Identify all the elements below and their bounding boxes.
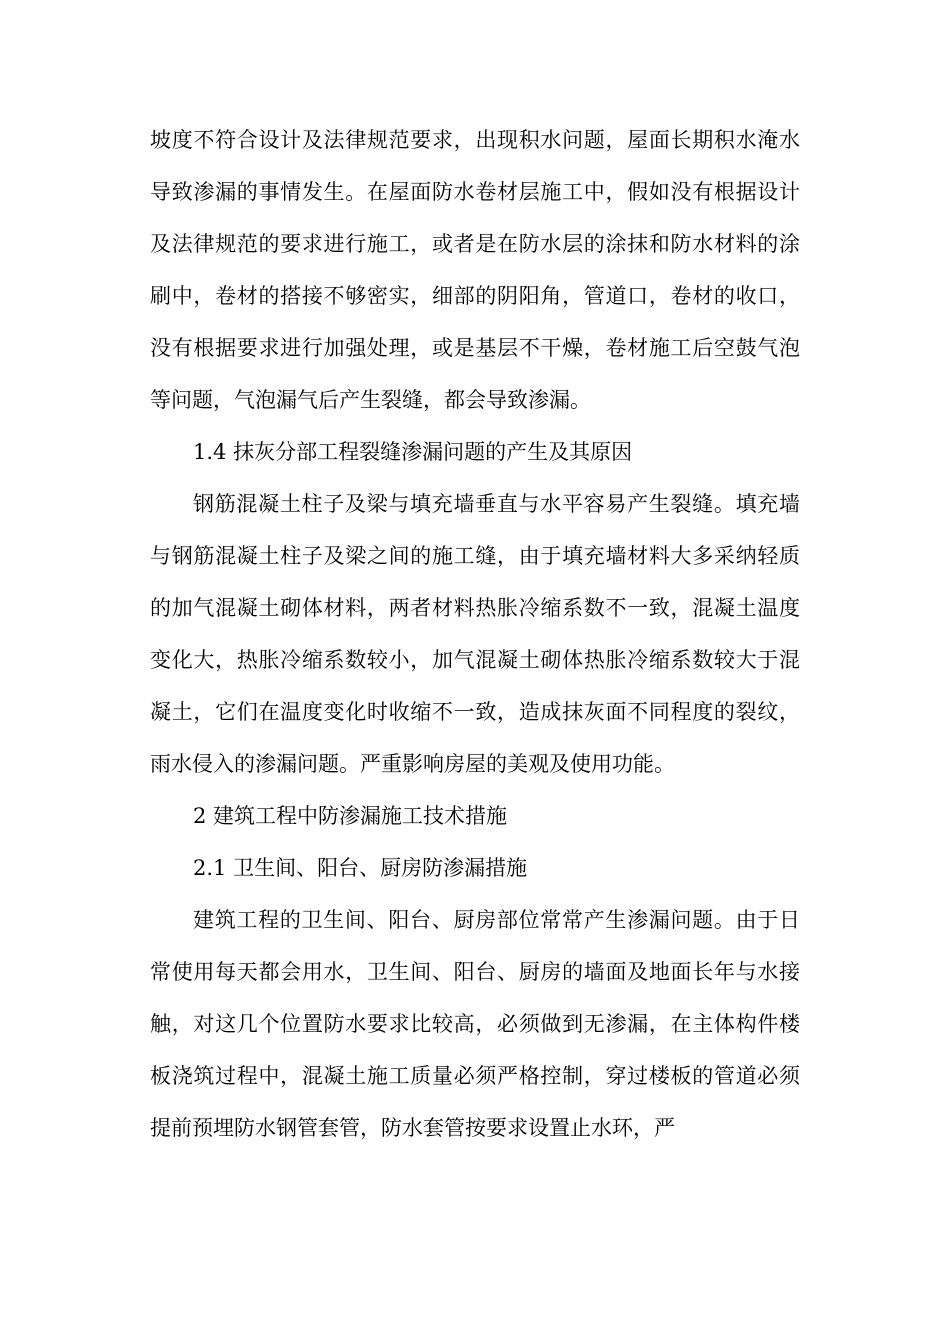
paragraph-roof-leakage-continued: 坡度不符合设计及法律规范要求，出现积水问题，屋面长期积水淹水导致渗漏的事情发生。在屋面防水卷材层施工中，假如没有根据设计及法律规范的要求进行施工，或者是在防水层的涂抹和防水材料的涂刷中，卷材的搭接不够密实，细部的阴阳角，管道口，卷材的收口，没有根据要求进行加强处理，或是基层不干燥，卷材施工后空鼓气泡等问题，气泡漏气后产生裂缝，都会导致渗漏。 — [150, 128, 800, 412]
document-body — [150, 114, 800, 1154]
heading-bathroom-balcony-kitchen-measures: 2.1 卫生间、阳台、厨房防渗漏措施 — [193, 856, 528, 880]
paragraph-bathroom-balcony-kitchen-measures: 建筑工程的卫生间、阳台、厨房部位常常产生渗漏问题。由于日常使用每天都会用水，卫生间、阳台、厨房的墙面及地面长年与水接触，对这几个位置防水要求比较高，必须做到无渗漏，在主体构件楼板浇筑过程中，混凝土施工质量必须严格控制，穿过楼板的管道必须提前预埋防水钢管套管，防水套管按要求设置止水环，严 — [150, 908, 800, 1140]
paragraph-plastering-crack-causes: 钢筋混凝土柱子及梁与填充墙垂直与水平容易产生裂缝。填充墙与钢筋混凝土柱子及梁之间的施工缝，由于填充墙材料大多采纳轻质的加气混凝土砌体材料，两者材料热胀冷缩系数不一致，混凝土温度变化大，热胀冷缩系数较小，加气混凝土砌体热胀冷缩系数较大于混凝土，它们在温度变化时收缩不一致，造成抹灰面不同程度的裂纹，雨水侵入的渗漏问题。严重影响房屋的美观及使用功能。 — [150, 492, 800, 776]
heading-plastering-crack-leakage: 1.4 抹灰分部工程裂缝渗漏问题的产生及其原因 — [193, 440, 633, 464]
heading-anti-leakage-techniques: 2 建筑工程中防渗漏施工技术措施 — [193, 804, 508, 828]
